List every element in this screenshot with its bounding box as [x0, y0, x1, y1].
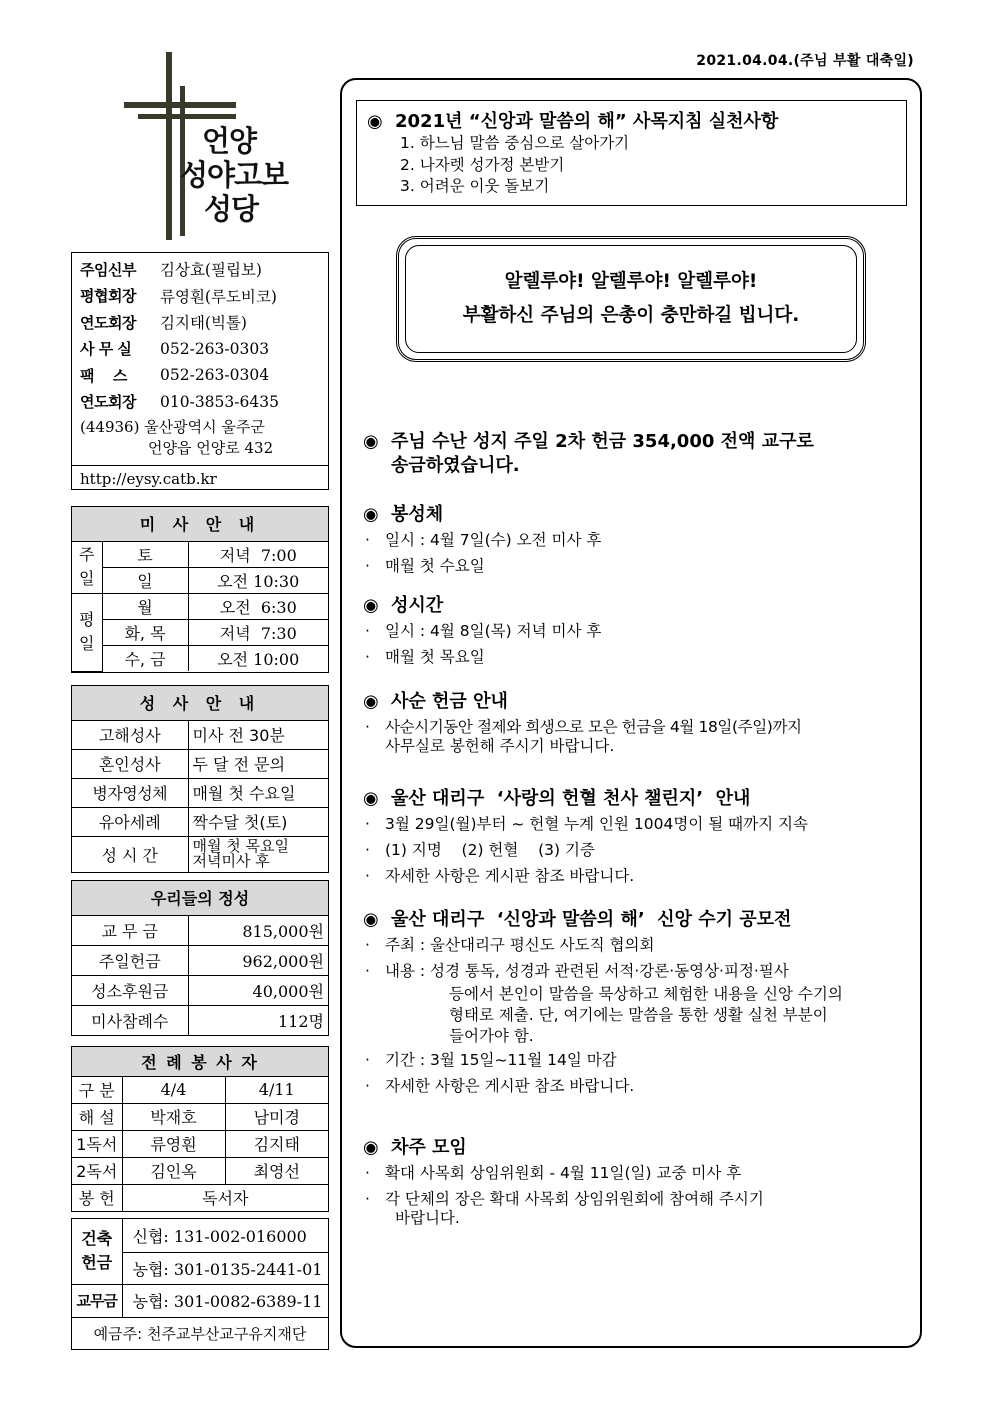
- notice-item: [363, 958, 913, 984]
- servers-table: [72, 1047, 328, 1211]
- offering-value: 40,000원: [188, 975, 328, 1005]
- notice-item: [363, 1047, 913, 1073]
- notice-item-cont: 사무실로 봉헌해 주시기 바랍니다.: [385, 737, 615, 755]
- pastoral-goals-box: [356, 100, 907, 206]
- notice-item-cont: 형태로 제출. 단, 여기에는 말씀을 통한 생활 실천 부분이: [449, 1006, 828, 1024]
- alleluia-line-2: 부활하신 주님의 은총이 충만하길 빕니다.: [462, 305, 800, 326]
- offering-name: 교 무 금: [72, 915, 188, 945]
- notice-item: [363, 527, 913, 553]
- servers-name: 남미경: [225, 1103, 328, 1130]
- info-value: 052-263-0304: [160, 366, 270, 385]
- offering-box: [71, 880, 329, 1036]
- notice-title: [363, 908, 913, 932]
- info-label: 팩 스: [80, 366, 127, 385]
- info-value: 류영훤(루도비코): [160, 287, 277, 306]
- bullet-icon: ·: [365, 557, 370, 575]
- servers-title: 전 례 봉 사 자: [72, 1047, 328, 1076]
- offering-value: 815,000원: [188, 915, 328, 945]
- account-number: 농협: 301-0135-2441-01: [122, 1252, 328, 1284]
- logo-line-2: 성야고보: [180, 158, 289, 192]
- notice-item-text: 자세한 사항은 게시판 참조 바랍니다.: [385, 1077, 635, 1095]
- account-number: 신협: 131-002-016000: [122, 1219, 328, 1252]
- servers-name: 김인옥: [122, 1157, 225, 1184]
- mass-schedule-title: 미 사 안 내: [72, 507, 328, 541]
- servers-label: 구 분: [72, 1076, 122, 1103]
- parish-info-box: [71, 252, 329, 490]
- notice-title: [363, 503, 913, 527]
- info-label: 연도회장: [80, 393, 136, 412]
- notice-item-text: 사순시기동안 절제와 희생으로 모은 헌금을 4월 18일(주일)까지: [385, 718, 802, 736]
- bullet-icon: ·: [365, 531, 370, 549]
- notice-item-text: 매월 첫 수요일: [385, 557, 485, 575]
- bullet-icon: ·: [365, 962, 370, 980]
- pastoral-goals-title: [367, 107, 906, 133]
- notice-item-cont: 바랍니다.: [395, 1209, 460, 1227]
- servers-label: 봉 헌: [72, 1184, 122, 1211]
- website-link[interactable]: http://eysy.catb.kr: [72, 465, 328, 492]
- mass-day: 일: [102, 567, 188, 593]
- notice-title-text: 차주 모임: [391, 1137, 467, 1158]
- goal-item: 2. 나자렛 성가정 본받기: [400, 155, 565, 174]
- notice-item-text: 내용 : 성경 통독, 성경과 관련된 서적·강론·동영상·피정·필사: [385, 962, 789, 980]
- building-label-2: 헌금: [81, 1253, 113, 1273]
- notice-palm-sunday-offering: [363, 430, 913, 478]
- notice-item: [363, 863, 913, 889]
- servers-date: 4/4: [122, 1076, 225, 1103]
- notice-title: [363, 787, 913, 811]
- servers-name: 박재호: [122, 1103, 225, 1130]
- info-label: 평협회장: [80, 287, 136, 306]
- sunday-label: [72, 541, 102, 593]
- offering-name: 성소후원금: [72, 975, 188, 1005]
- notice-marker-icon: ◉: [363, 1137, 379, 1158]
- notice-title-text: 성시간: [391, 595, 444, 616]
- notice-item: [363, 1186, 913, 1212]
- servers-name: 류영훤: [122, 1130, 225, 1157]
- notice-item-text: (1) 지명 (2) 헌혈 (3) 기증: [385, 841, 595, 859]
- bullet-icon: ·: [365, 815, 370, 833]
- notice-item: [363, 618, 913, 644]
- offering-value: 112명: [188, 1005, 328, 1035]
- mass-day: 수, 금: [102, 645, 188, 671]
- mass-time: 저녁 7:30: [188, 619, 328, 645]
- notice-title: [363, 594, 913, 618]
- offering-title: 우리들의 정성: [72, 881, 328, 915]
- alleluia-inner: [405, 245, 857, 353]
- notice-item-text: 기간 : 3월 15일~11월 14일 마감: [385, 1051, 617, 1069]
- sacrament-name: 성 시 간: [72, 836, 188, 872]
- notice-item: [363, 811, 913, 837]
- bullet-icon: ·: [365, 936, 370, 954]
- sacrament-value: 두 달 전 문의: [188, 749, 328, 778]
- servers-date: 4/11: [225, 1076, 328, 1103]
- notice-item: [363, 932, 913, 958]
- info-label: 사 무 실: [80, 340, 132, 359]
- sacrament-value-holy-hour: [188, 836, 328, 872]
- notice-item-text: 일시 : 4월 7일(수) 오전 미사 후: [385, 531, 602, 549]
- bulletin-date: 2021.04.04.(주님 부활 대축일): [696, 53, 914, 69]
- notice-item: [363, 714, 913, 740]
- holy-hour-line-2: 저녁미사 후: [192, 852, 270, 871]
- info-label: 연도회장: [80, 313, 136, 332]
- servers-label: 1독서: [72, 1130, 122, 1157]
- sacrament-value: 짝수달 첫(토): [188, 807, 328, 836]
- sacrament-value: 매월 첫 수요일: [188, 778, 328, 807]
- notice-item-text: 3월 29일(월)부터 ~ 헌혈 누계 인원 1004명이 될 때까지 지속: [385, 815, 808, 833]
- servers-offertory: 독서자: [122, 1184, 328, 1211]
- notice-blood-donation: [363, 787, 913, 889]
- bullet-icon: ·: [365, 1190, 370, 1208]
- mass-time: 오전 10:30: [188, 567, 328, 593]
- sacrament-name: 유아세례: [72, 807, 188, 836]
- notice-marker-icon: ◉: [363, 504, 379, 525]
- bullet-icon: ·: [365, 1077, 370, 1095]
- info-value: 김상효(필립보): [160, 261, 262, 280]
- alleluia-line-1: 알렐루야! 알렐루야! 알렐루야!: [504, 271, 758, 292]
- info-row-yeondo-phone: [80, 389, 322, 416]
- offering-name: 주일헌금: [72, 945, 188, 975]
- mass-day: 화, 목: [102, 619, 188, 645]
- bank-accounts-table: [72, 1219, 328, 1349]
- notice-title-text: 울산 대리구 ‘신앙과 말씀의 해’ 신앙 수기 공모전: [391, 909, 792, 930]
- mass-schedule-table: [72, 507, 328, 672]
- offering-table: [72, 881, 328, 1035]
- servers-name: 최영선: [225, 1157, 328, 1184]
- notice-item: [363, 553, 913, 579]
- info-row-office: [80, 336, 322, 363]
- sacrament-name: 병자영성체: [72, 778, 188, 807]
- sacrament-value: 미사 전 30분: [188, 720, 328, 749]
- notice-title-text: 울산 대리구 ‘사랑의 헌혈 천사 챌린지’ 안내: [391, 788, 751, 809]
- notice-item-text: 자세한 사항은 게시판 참조 바랍니다.: [385, 867, 635, 885]
- bullet-icon: ·: [365, 718, 370, 736]
- notice-title: [363, 690, 913, 714]
- info-value: 김지태(빅톨): [160, 314, 247, 333]
- building-label-1: 건축: [81, 1229, 113, 1249]
- notice-item-text: 주최 : 울산대리구 평신도 사도직 협의회: [385, 936, 655, 954]
- parish-logo: [124, 52, 294, 240]
- bullet-icon: ·: [365, 841, 370, 859]
- notice-holy-hour: [363, 594, 913, 670]
- info-row-yeondo: [80, 309, 322, 336]
- notice-title-text: 주님 수난 성지 주일 2차 헌금 354,000 전액 교구로: [391, 431, 814, 452]
- info-value: 010-3853-6435: [160, 392, 279, 411]
- sacrament-table: [72, 686, 328, 872]
- weekday-label-text: 평일: [79, 610, 95, 653]
- logo-line-3: 성당: [204, 192, 259, 226]
- sacrament-box: [71, 685, 329, 873]
- info-row-fax: [80, 362, 322, 389]
- notice-title: [363, 430, 913, 454]
- goals-title-text: 2021년 “신앙과 말씀의 해” 사목지침 실천사항: [395, 111, 779, 132]
- notice-item-text: 매월 첫 목요일: [385, 648, 485, 666]
- bank-accounts-box: [71, 1218, 329, 1350]
- offering-name: 미사참례수: [72, 1005, 188, 1035]
- notice-communion-sick: [363, 503, 913, 579]
- notice-item: [363, 644, 913, 670]
- weekday-label: [72, 593, 102, 671]
- notice-title-text: 봉성체: [391, 504, 444, 525]
- notice-item-cont: 들어가야 함.: [449, 1027, 534, 1045]
- kyomu-label: 교무금: [72, 1284, 122, 1317]
- notice-item: [363, 1160, 913, 1186]
- mass-schedule-box: [71, 506, 329, 673]
- address-line-2: 언양읍 언양로 432: [148, 439, 274, 457]
- notice-title-text: 사순 헌금 안내: [391, 691, 508, 712]
- address-line-1: (44936) 울산광역시 울주군: [80, 418, 265, 436]
- notice-title: [363, 1136, 913, 1160]
- mass-day: 토: [102, 541, 188, 567]
- holy-hour-line-1: 매월 첫 목요일: [192, 837, 289, 856]
- info-row-council: [80, 283, 322, 310]
- mass-day: 월: [102, 593, 188, 619]
- bullet-icon: ·: [365, 867, 370, 885]
- alleluia-banner: [396, 236, 866, 362]
- notice-lent-offering: [363, 690, 913, 757]
- mass-time: 저녁 7:00: [188, 541, 328, 567]
- mass-time: 오전 10:00: [188, 645, 328, 671]
- goal-marker-icon: ◉: [367, 111, 383, 132]
- logo-line-1: 언양: [202, 124, 257, 158]
- notice-marker-icon: ◉: [363, 431, 379, 452]
- cross-vertical-bar-1: [166, 52, 172, 240]
- notice-marker-icon: ◉: [363, 788, 379, 809]
- account-holder: 예금주: 천주교부산교구유지재단: [72, 1317, 328, 1349]
- liturgy-servers-box: [71, 1046, 329, 1212]
- sacrament-name: 고해성사: [72, 720, 188, 749]
- info-label: 주임신부: [80, 260, 136, 279]
- account-number: 농협: 301-0082-6389-11: [122, 1284, 328, 1317]
- bullet-icon: ·: [365, 648, 370, 666]
- sacrament-title: 성 사 안 내: [72, 686, 328, 720]
- bullet-icon: ·: [365, 1164, 370, 1182]
- bullet-icon: ·: [365, 622, 370, 640]
- sacrament-name: 혼인성사: [72, 749, 188, 778]
- building-fund-label: [72, 1219, 122, 1284]
- servers-name: 김지태: [225, 1130, 328, 1157]
- mass-time: 오전 6:30: [188, 593, 328, 619]
- notice-item-text: 각 단체의 장은 확대 사목회 상임위원회에 참여해 주시기: [385, 1190, 764, 1208]
- notice-marker-icon: ◉: [363, 909, 379, 930]
- info-row-pastor: [80, 256, 322, 283]
- notice-item: [363, 837, 913, 863]
- notice-next-week-meeting: [363, 1136, 913, 1229]
- goal-item: 1. 하느님 말씀 중심으로 살아가기: [400, 134, 630, 152]
- notice-faith-essay-contest: [363, 908, 913, 1099]
- notice-item-text: 확대 사목회 상임위원회 - 4월 11일(일) 교중 미사 후: [385, 1164, 742, 1182]
- notice-title-cont: 송금하였습니다.: [391, 455, 520, 476]
- notice-marker-icon: ◉: [363, 691, 379, 712]
- goal-item: 3. 어려운 이웃 돌보기: [400, 177, 550, 195]
- servers-label: 2독서: [72, 1157, 122, 1184]
- cross-horizontal-bar-1: [124, 102, 236, 108]
- cross-horizontal-bar-2: [138, 114, 236, 119]
- notice-item: [363, 1073, 913, 1099]
- sunday-label-text: 주일: [79, 545, 95, 588]
- notice-item-text: 일시 : 4월 8일(목) 저녁 미사 후: [385, 622, 602, 640]
- offering-value: 962,000원: [188, 945, 328, 975]
- notice-marker-icon: ◉: [363, 595, 379, 616]
- notice-item-cont: 등에서 본인이 말씀을 묵상하고 체험한 내용을 신앙 수기의: [449, 985, 843, 1003]
- info-value: 052-263-0303: [160, 339, 270, 358]
- servers-label: 해 설: [72, 1103, 122, 1130]
- bullet-icon: ·: [365, 1051, 370, 1069]
